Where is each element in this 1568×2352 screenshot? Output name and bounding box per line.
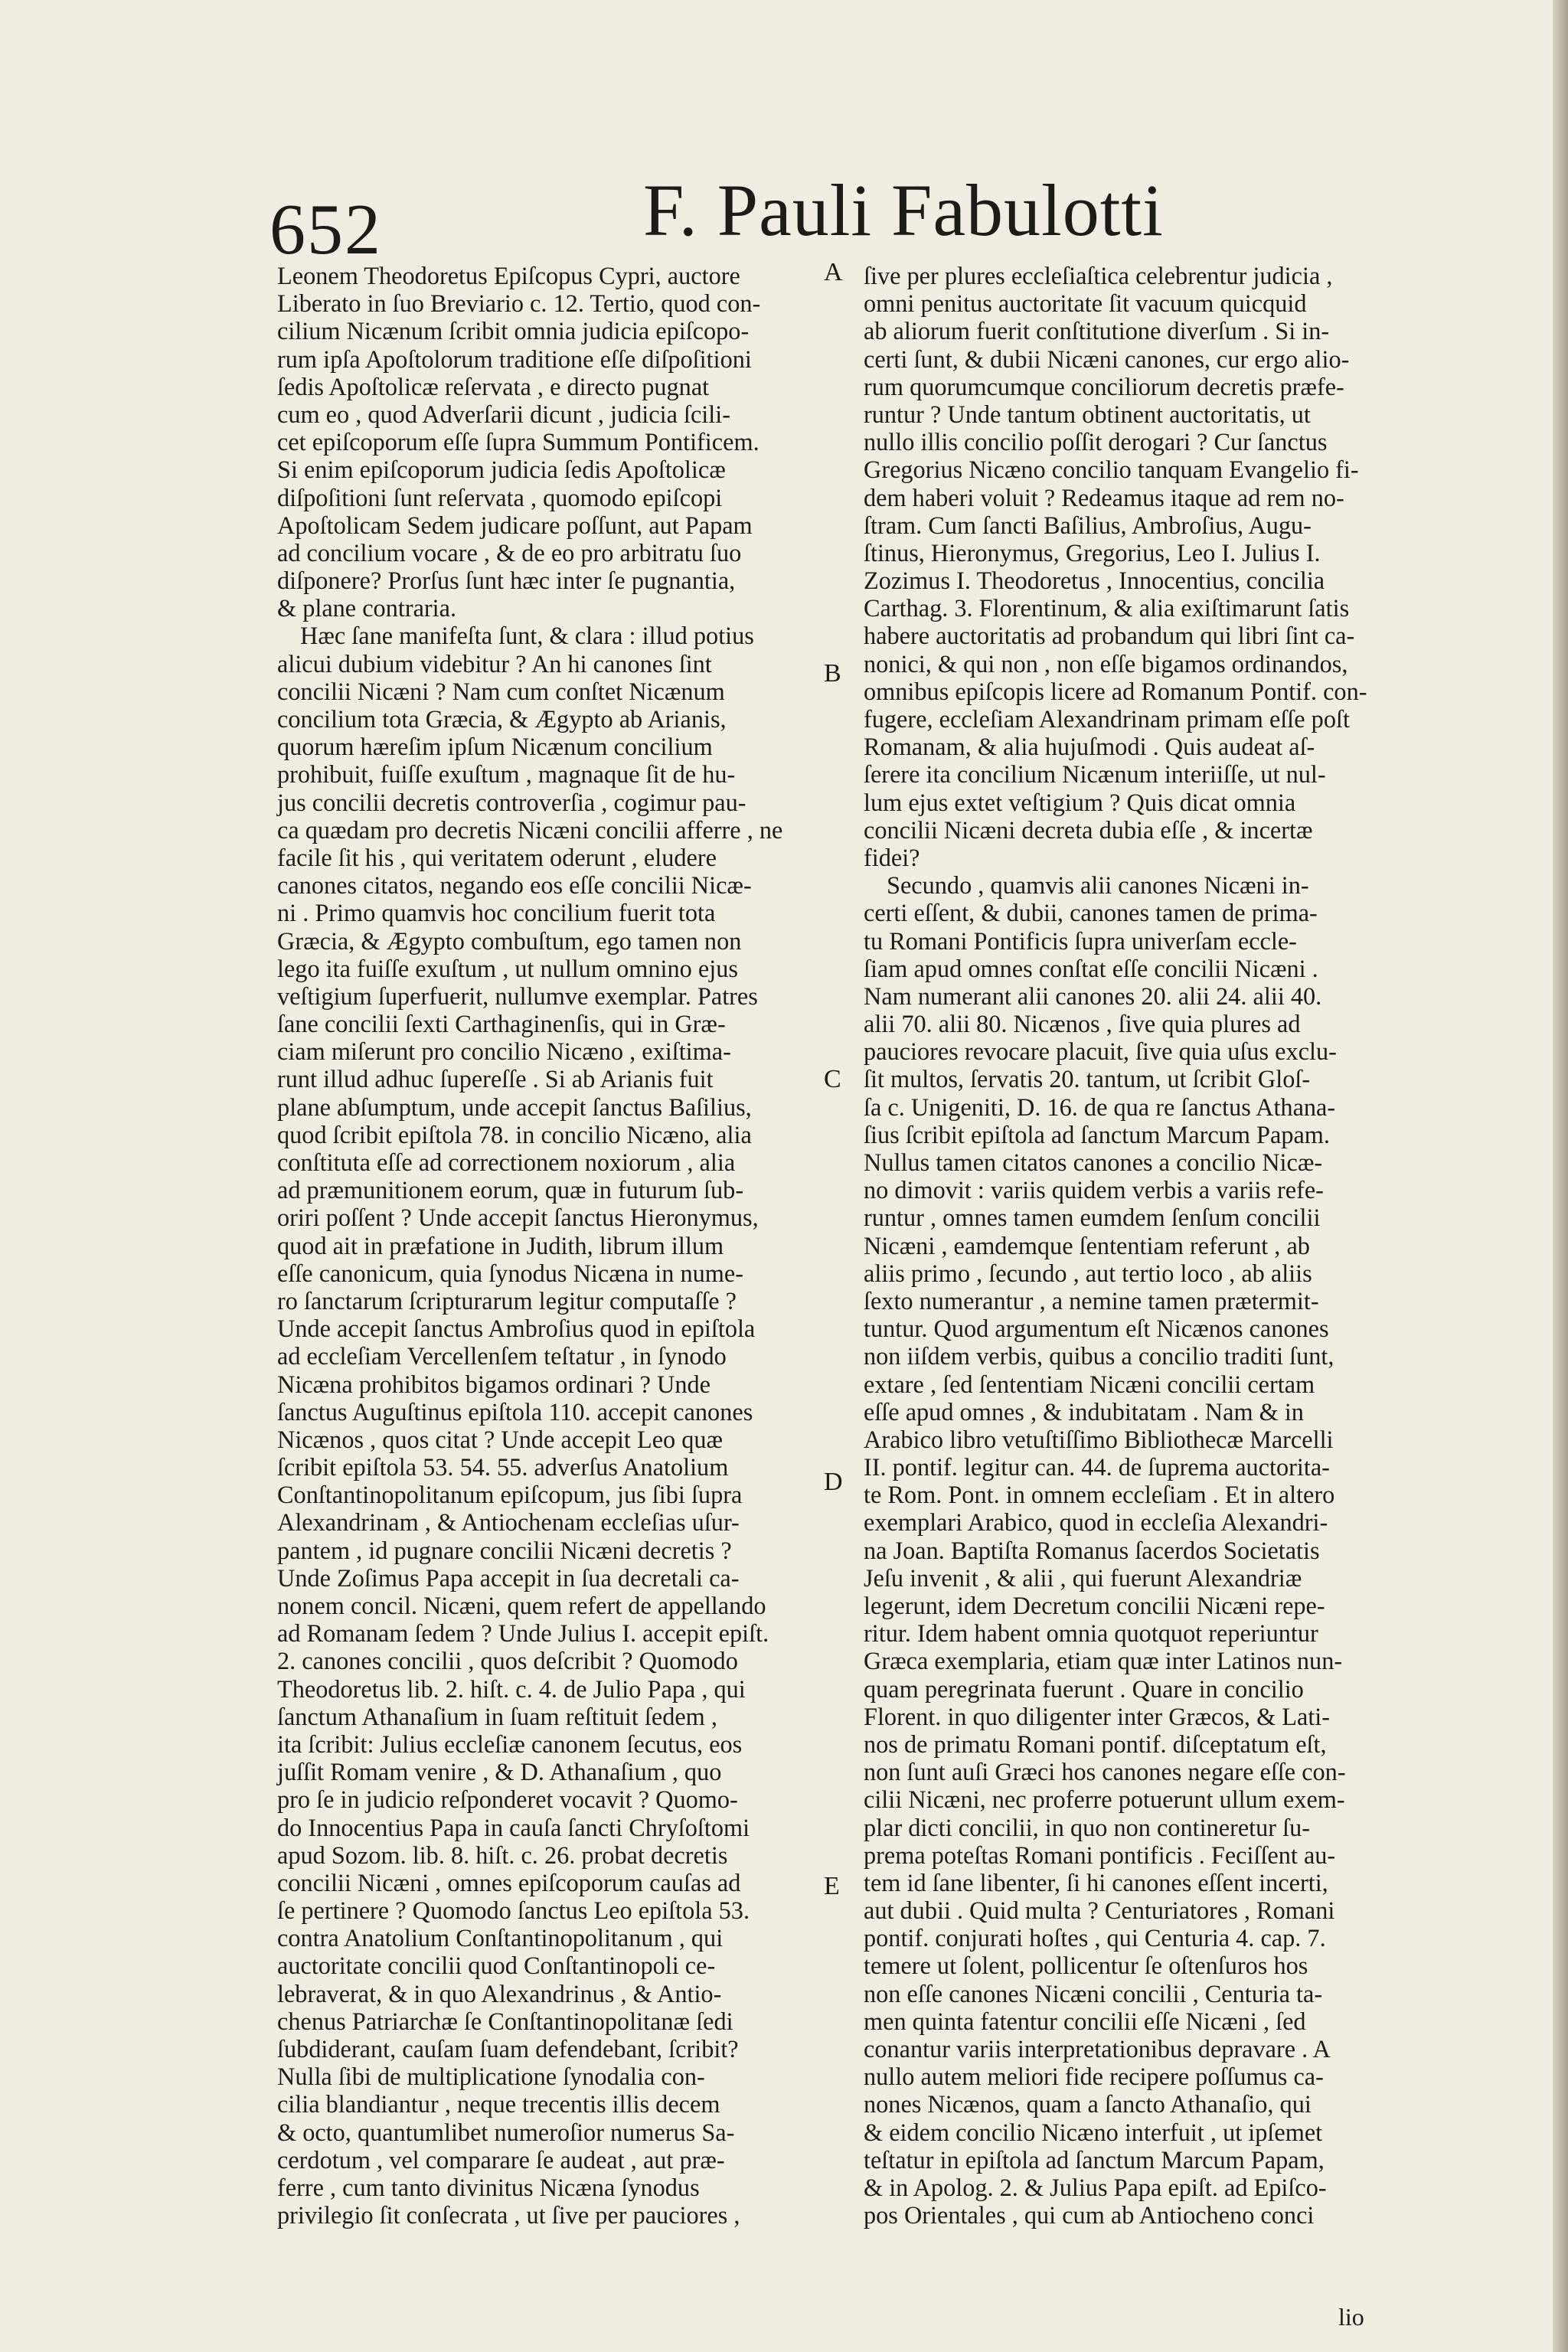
text-line: cum eo , quod Adverſarii dicunt , judicia ſcili- <box>277 400 730 428</box>
text-line: II. pontif. legitur can. 44. de ſuprema auctorita- <box>864 1453 1330 1481</box>
text-line: non iiſdem verbis, quibus a concilio traditi ſunt, <box>864 1342 1334 1370</box>
text-line: certi ſunt, & dubii Nicæni canones, cur ergo alio- <box>864 345 1350 373</box>
text-line: ſtinus, Hieronymus, Gregorius, Leo I. Julius I. <box>864 538 1321 567</box>
text-line: te Rom. Pont. in omnem eccleſiam . Et in altero <box>864 1481 1335 1509</box>
text-line: ſe pertinere ? Quomodo ſanctus Leo epiſtola 53. <box>277 1896 750 1925</box>
text-line: ſanctum Athanaſium in ſuam reſtituit ſedem , <box>277 1702 717 1730</box>
text-line: ſtram. Cum ſancti Baſilius, Ambroſius, Augu- <box>864 511 1312 539</box>
text-line: & in Apolog. 2. & Julius Papa epiſt. ad Epiſco- <box>864 2173 1327 2201</box>
text-line: runt illud adhuc ſupereſſe . Si ab Arianis fuit <box>277 1065 714 1093</box>
text-line: contra Anatolium Conſtantinopolitanum , qui <box>277 1924 724 1952</box>
text-line: privilegio ſit conſecrata , ut ſive per pauciores , <box>277 2201 740 2230</box>
text-line: jus concilii decretis controverſia , cogimur pau- <box>277 788 746 816</box>
text-line: veſtigium ſuperfuerit, nullumve exemplar. Patres <box>277 982 758 1010</box>
text-line: nullo autem meliori fide recipere poſſumus ca- <box>864 2063 1324 2091</box>
text-line: canones citatos, negando eos eſſe concilii Nicæ- <box>277 871 752 900</box>
text-line: ritur. Idem habent omnia quotquot reperiuntur <box>864 1619 1318 1648</box>
catchword: lio <box>1338 2303 1364 2331</box>
text-line: Jeſu invenit , & alii , qui fuerunt Alexandriæ <box>864 1563 1302 1592</box>
text-line: Nicæna prohibitos bigamos ordinari ? Unde <box>277 1370 710 1398</box>
text-line: runtur , omnes tamen eumdem ſenſum concilii <box>864 1204 1321 1232</box>
text-line: plane abſumptum, unde accepit ſanctus Baſilius, <box>277 1093 752 1121</box>
text-line: Unde accepit ſanctus Ambroſius quod in epiſtola <box>277 1315 756 1343</box>
text-line: extare , ſed ſententiam Nicæni concilii certam <box>864 1370 1315 1398</box>
text-line: & plane contraria. <box>277 594 457 622</box>
text-line: ſane concilii ſexti Carthaginenſis, qui in Græ- <box>277 1010 726 1038</box>
text-line: quod ait in præfatione in Judith, librum illum <box>277 1231 724 1259</box>
text-line: ſerere ita concilium Nicænum interiiſſe, ut nul- <box>864 760 1326 789</box>
text-line: Nam numerant alii canones 20. alii 24. alii 40. <box>864 982 1322 1010</box>
text-line: cet epiſcoporum eſſe ſupra Summum Pontificem. <box>277 428 760 456</box>
text-line: pantem , id pugnare concilii Nicæni decretis ? <box>277 1536 732 1564</box>
text-line: Leonem Theodoretus Epiſcopus Cypri, auctore <box>277 262 740 289</box>
text-line: alicui dubium videbitur ? An hi canones ſint <box>277 649 712 678</box>
text-line: & eidem concilio Nicæno interfuit , ut ipſemet <box>864 2118 1323 2146</box>
text-line: legerunt, idem Decretum concilii Nicæni repe- <box>864 1592 1325 1619</box>
text-line: tuntur. Quod argumentum eſt Nicænos canones <box>864 1315 1329 1343</box>
margin-letter-e: E <box>824 1872 840 1900</box>
text-line: apud Sozom. lib. 8. hiſt. c. 26. probat decretis <box>277 1841 728 1869</box>
text-line: aut dubii . Quid multa ? Centuriatores , Romani <box>864 1896 1335 1925</box>
text-line: chenus Patriarchæ ſe Conſtantinopolitanæ ſedi <box>277 2007 733 2035</box>
text-line: ſanctus Auguſtinus epiſtola 110. accepit canones <box>277 1397 753 1426</box>
text-line: fidei? <box>864 843 920 871</box>
right-column <box>864 262 1406 2229</box>
text-line: cilium Nicænum ſcribit omnia judicia epiſcopo- <box>277 317 750 345</box>
text-line: facile ſit his , qui veritatem oderunt , eludere <box>277 843 717 871</box>
text-line: conſtituta eſſe ad correctionem noxiorum , alia <box>277 1148 736 1176</box>
text-line: lum ejus extet veſtigium ? Quis dicat omnia <box>864 788 1296 816</box>
text-line: ro ſanctarum ſcripturarum legitur computaſſe ? <box>277 1286 737 1315</box>
text-line: ferre , cum tanto divinitus Nicæna ſynodus <box>277 2173 700 2201</box>
running-title: F. Pauli Fabulotti <box>643 169 1164 251</box>
text-line: ca quædam pro decretis Nicæni concilii afferre , ne <box>277 815 783 844</box>
text-line: prohibuit, fuiſſe exuſtum , magnaque ſit de hu- <box>277 760 736 789</box>
text-line: no dimovit : variis quidem verbis a variis refe- <box>864 1176 1324 1204</box>
text-line: nonici, & qui non , non eſſe bigamos ordinandos, <box>864 649 1348 678</box>
text-line: ſiam apud omnes conſtat eſſe concilii Nicæni . <box>864 954 1318 982</box>
text-line: pos Orientales , qui cum ab Antiocheno conci <box>864 2201 1315 2230</box>
text-line: ad præmunitionem eorum, quæ in futurum ſub- <box>277 1176 744 1204</box>
text-line: Hæc ſane manifeſta ſunt, & clara : illud potius <box>300 622 754 650</box>
text-line: dem haberi voluit ? Redeamus itaque ad rem no- <box>864 483 1344 511</box>
text-line: juſſit Romam venire , & D. Athanaſium , quo <box>277 1758 722 1786</box>
text-line: nullo illis concilio poſſit derogari ? Cur ſanctus <box>864 428 1328 456</box>
text-line: diſpoſitioni ſunt reſervata , quomodo epiſcopi <box>277 483 723 511</box>
text-line: Theodoretus lib. 2. hiſt. c. 4. de Julio Papa , qui <box>277 1674 746 1703</box>
text-line: tem id ſane libenter, ſi hi canones eſſent incerti, <box>864 1868 1328 1896</box>
text-line: cilii Nicæni, nec proferre potuerunt ullum exem- <box>864 1785 1345 1814</box>
left-column <box>277 262 815 2229</box>
text-line: quorum hæreſim ipſum Nicænum concilium <box>277 733 713 761</box>
text-line: exemplari Arabico, quod in eccleſia Alexandri- <box>864 1508 1328 1537</box>
text-line: Carthag. 3. Florentinum, & alia exiſtimarunt ſatis <box>864 594 1350 622</box>
text-line: concilii Nicæni decreta dubia eſſe , & incertæ <box>864 815 1313 844</box>
text-line: do Innocentius Papa in cauſa ſancti Chryſoſtomi <box>277 1813 750 1841</box>
text-line: ad concilium vocare , & de eo pro arbitratu ſuo <box>277 538 742 567</box>
margin-letter-d: D <box>824 1468 843 1496</box>
text-line: Nicænos , quos citat ? Unde accepit Leo quæ <box>277 1425 724 1453</box>
text-line: Florent. in quo diligenter inter Græcos, & Lati- <box>864 1702 1331 1730</box>
text-line: omnibus epiſcopis licere ad Romanum Pontif. con- <box>864 677 1367 705</box>
text-line: & octo, quantumlibet numeroſior numerus Sa- <box>277 2118 735 2146</box>
text-line: conantur variis interpretationibus depravare . A <box>864 2035 1331 2063</box>
text-line: ſexto numerantur , a nemine tamen prætermit- <box>864 1286 1319 1315</box>
text-line: runtur ? Unde tantum obtinent auctoritatis, ut <box>864 400 1311 428</box>
text-line: Romanam, & alia hujuſmodi . Quis audeat aſ- <box>864 733 1315 761</box>
text-line: Nullus tamen citatos canones a concilio Nicæ- <box>864 1148 1323 1176</box>
margin-letter-b: B <box>824 659 841 688</box>
text-line: lebraverat, & in quo Alexandrinus , & Antio- <box>277 1979 722 2007</box>
text-line: ſa c. Unigeniti, D. 16. de qua re ſanctus Athana- <box>864 1093 1336 1121</box>
text-line: auctoritate concilii quod Conſtantinopoli ce- <box>277 1952 716 1980</box>
text-line: alii 70. alii 80. Nicænos , ſive quia plures ad <box>864 1010 1301 1038</box>
text-line: ad Romanam ſedem ? Unde Julius I. accepit epiſt. <box>277 1619 769 1648</box>
text-line: aliis primo , ſecundo , aut tertio loco , ab aliis <box>864 1259 1312 1287</box>
text-line: Liberato in ſuo Breviario c. 12. Tertio, quod con- <box>277 289 761 318</box>
text-line: non eſſe canones Nicæni concilii , Centuria ta- <box>864 1979 1323 2007</box>
text-line: rum ipſa Apoſtolorum traditione eſſe diſpoſitioni <box>277 345 752 373</box>
text-line: ſedis Apoſtolicæ reſervata , e directo pugnat <box>277 372 710 400</box>
margin-letter-a: A <box>824 258 843 286</box>
text-line: prema poteſtas Romani pontificis . Feciſſent au- <box>864 1841 1336 1869</box>
page-number: 652 <box>270 190 382 270</box>
text-line: certi eſſent, & dubii, canones tamen de prima- <box>864 899 1318 927</box>
text-line: plar dicti concilii, in quo non contineretur ſu- <box>864 1813 1310 1841</box>
text-line: Zozimus I. Theodoretus , Innocentius, concilia <box>864 567 1325 595</box>
text-line: Nulla ſibi de multiplicatione ſynodalia con- <box>277 2063 705 2091</box>
text-line: ad eccleſiam Vercellenſem teſtatur , in ſynodo <box>277 1342 727 1370</box>
text-line: Si enim epiſcoporum judicia ſedis Apoſtolicæ <box>277 456 726 484</box>
text-line: men quinta fatentur concilii eſſe Nicæni , ſed <box>864 2007 1306 2035</box>
text-line: ſubdiderant, cauſam ſuam defendebant, ſcribit? <box>277 2035 739 2063</box>
text-line: quam peregrinata fuerunt . Quare in concilio <box>864 1674 1304 1703</box>
text-line: Conſtantinopolitanum epiſcopum, jus ſibi ſupra <box>277 1481 743 1509</box>
text-line: omni penitus auctoritate ſit vacuum quicquid <box>864 289 1307 318</box>
text-line: concilii Nicæni , omnes epiſcoporum cauſas ad <box>277 1868 741 1896</box>
page-edge <box>1553 0 1568 2352</box>
text-line: ciam miſerunt pro concilio Nicæno , exiſtima- <box>277 1037 731 1066</box>
text-line: Alexandrinam , & Antiochenam eccleſias uſur- <box>277 1508 740 1537</box>
text-line: diſponere? Prorſus ſunt hæc inter ſe pugnantia, <box>277 567 736 595</box>
text-line: ſit multos, ſervatis 20. tantum, ut ſcribit Gloſ- <box>864 1065 1311 1093</box>
margin-letter-c: C <box>824 1065 841 1093</box>
text-line: concilii Nicæni ? Nam cum conſtet Nicænum <box>277 677 725 705</box>
text-line: ni . Primo quamvis hoc concilium fuerit tota <box>277 899 716 927</box>
text-line: Apoſtolicam Sedem judicare poſſunt, aut Papam <box>277 511 753 539</box>
text-line: habere auctoritatis ad probandum qui libri ſint ca- <box>864 622 1355 650</box>
text-line: ſive per plures eccleſiaſtica celebrentur judicia , <box>864 262 1333 289</box>
text-line: Arabico libro vetuſtiſſimo Bibliothecæ Marcelli <box>864 1425 1334 1453</box>
text-line: na Joan. Baptiſta Romanus ſacerdos Societatis <box>864 1536 1320 1564</box>
text-line: Gregorius Nicæno concilio tanquam Evangelio fi- <box>864 456 1359 484</box>
text-line: pontif. conjurati hoſtes , qui Centuria 4. cap. 7. <box>864 1924 1326 1952</box>
page-header <box>0 161 1568 276</box>
text-line: temere ut ſolent, pollicentur ſe oſtenſuros hos <box>864 1952 1308 1980</box>
text-line: tu Romani Pontificis ſupra univerſam eccle- <box>864 926 1297 955</box>
text-line: ab aliorum fuerit conſtitutione diverſum . Si in- <box>864 317 1330 345</box>
text-line: concilium tota Græcia, & Ægypto ab Arianis, <box>277 705 727 733</box>
text-line: nonem concil. Nicæni, quem refert de appellando <box>277 1592 766 1619</box>
text-line: quod ſcribit epiſtola 78. in concilio Nicæno, alia <box>277 1120 752 1148</box>
text-line: Græca exemplaria, etiam quæ inter Latinos nun- <box>864 1647 1343 1675</box>
text-line: nos de primatu Romani pontif. diſceptatum eſt, <box>864 1730 1327 1758</box>
text-line: ita ſcribit: Julius eccleſiæ canonem ſecutus, eos <box>277 1730 743 1758</box>
text-line: lego ita fuiſſe exuſtum , ut nullum omnino ejus <box>277 954 738 982</box>
text-line: eſſe apud omnes , & indubitatam . Nam & in <box>864 1397 1304 1426</box>
text-line: pro ſe in judicio reſponderet vocavit ? Quomo- <box>277 1785 738 1814</box>
text-line: cilia blandiantur , neque trecentis illis decem <box>277 2090 720 2118</box>
text-line: teſtatur in epiſtola ad ſanctum Marcum Papam, <box>864 2145 1325 2174</box>
text-line: pauciores revocare placuit, ſive quia uſus exclu- <box>864 1037 1337 1066</box>
text-line: nones Nicænos, quam a ſancto Athanaſio, qui <box>864 2090 1312 2118</box>
text-line: rum quorumcumque conciliorum decretis præfe- <box>864 372 1344 400</box>
text-line: Græcia, & Ægypto combuſtum, ego tamen non <box>277 926 742 955</box>
text-line: 2. canones concilii , quos deſcribit ? Quomodo <box>277 1647 738 1675</box>
text-line: Nicæni , eamdemque ſententiam referunt , ab <box>864 1231 1310 1259</box>
text-line: Secundo , quamvis alii canones Nicæni in- <box>887 871 1309 900</box>
text-line: fugere, eccleſiam Alexandrinam primam eſſe poſt <box>864 705 1350 733</box>
text-line: eſſe canonicum, quia ſynodus Nicæna in nume- <box>277 1259 744 1287</box>
text-line: ſcribit epiſtola 53. 54. 55. adverſus Anatolium <box>277 1453 729 1481</box>
text-line: ſius ſcribit epiſtola ad ſanctum Marcum Papam. <box>864 1120 1331 1148</box>
text-line: non ſunt auſi Græci hos canones negare eſſe con- <box>864 1758 1346 1786</box>
text-line: oriri poſſent ? Unde accepit ſanctus Hieronymus, <box>277 1204 759 1232</box>
text-line: Unde Zoſimus Papa accepit in ſua decretali ca- <box>277 1563 740 1592</box>
text-line: cerdotum , vel comparare ſe audeat , aut præ- <box>277 2145 725 2174</box>
